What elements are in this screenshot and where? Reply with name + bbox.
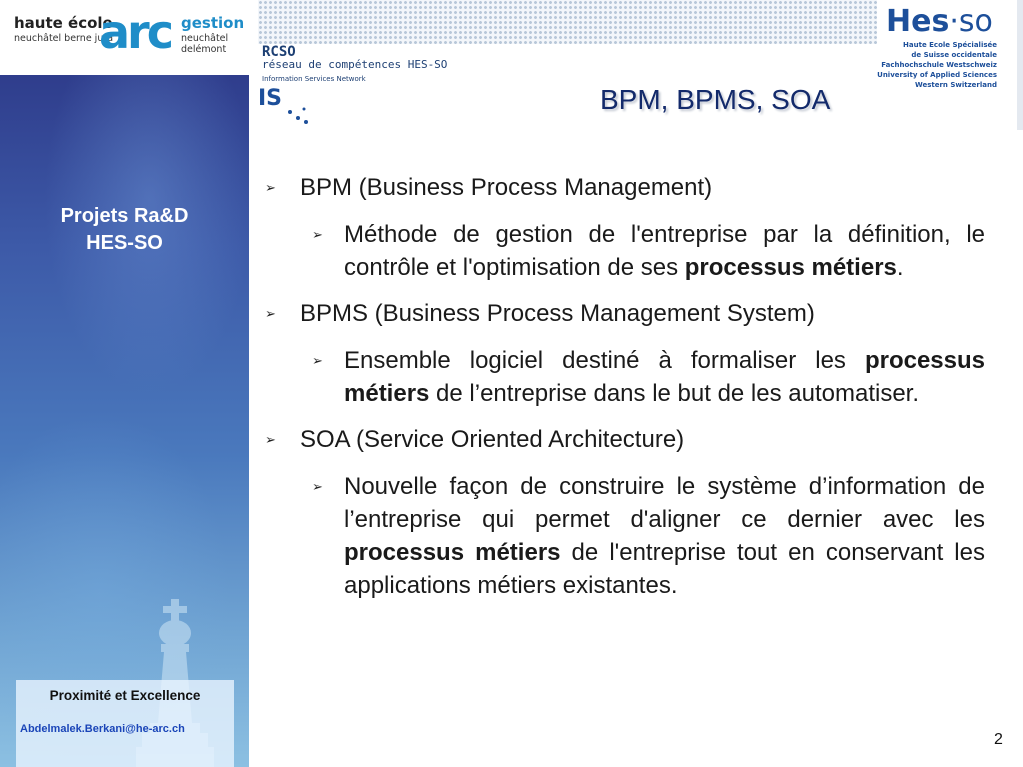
hes-logo-main: Hes xyxy=(886,4,950,39)
bullet-item-soa xyxy=(265,424,985,456)
detail-text: Ensemble logiciel destiné à formaliser les xyxy=(344,347,865,374)
hes-so-logo-lines xyxy=(877,40,997,90)
detail-bold-text: processus métiers xyxy=(684,254,897,281)
page-number: 2 xyxy=(994,731,1003,748)
hes-logo-line: University of Applied Sciences xyxy=(877,71,997,79)
sidebar-title xyxy=(0,203,249,257)
header-right-edge xyxy=(1017,0,1023,130)
bullet-arrow-icon: ➢ xyxy=(312,353,323,368)
sidebar-title-line1: Projets Ra&D xyxy=(60,205,189,227)
hes-logo-suffix: ·so xyxy=(949,4,993,39)
bullet-item-bpm xyxy=(265,172,985,204)
slogan: Proximité et Excellence xyxy=(49,688,201,703)
bullet-arrow-icon: ➢ xyxy=(265,180,276,195)
detail-text: de l’entreprise dans le but de les automatiser. xyxy=(429,380,920,407)
hes-logo-line: Haute Ecole Spécialisée xyxy=(903,41,997,49)
bullet-detail-bpm xyxy=(309,218,985,284)
detail-text: . xyxy=(896,254,904,281)
sidebar-footer xyxy=(16,680,234,767)
is-logo: IS xyxy=(258,86,283,111)
bullet-arrow-icon: ➢ xyxy=(312,479,323,494)
bullet-arrow-icon: ➢ xyxy=(312,227,323,242)
bullet-detail-bpms xyxy=(309,344,985,410)
arc-logo-line2: gestion xyxy=(181,14,245,32)
arc-logo-line2-sub: neuchâtel delémont xyxy=(181,33,229,55)
he-arc-logo xyxy=(0,0,258,75)
arc-logo-word: arc xyxy=(99,5,171,59)
slide-content xyxy=(265,172,985,616)
detail-text: de l'entreprise tout en conservant les applications métiers existantes. xyxy=(344,539,985,599)
is-logo-dots-icon xyxy=(286,104,310,126)
hes-so-logo-name xyxy=(886,4,993,39)
detail-bold-text: processus métiers xyxy=(344,347,985,407)
hes-logo-line: de Suisse occidentale xyxy=(911,51,997,59)
rcso-logo-subtitle: réseau de compétences HES-SO xyxy=(262,58,448,71)
detail-text: Nouvelle façon de construire le système d’information de l’entreprise qui permet d'aligner ce dernier avec les xyxy=(344,473,985,533)
arc-logo-line1-sub: neuchâtel berne jura xyxy=(14,33,114,44)
bullet-item-bpms xyxy=(265,298,985,330)
hes-logo-line: Fachhochschule Westschweiz xyxy=(881,61,997,69)
dotted-banner xyxy=(258,0,880,44)
bullet-detail-soa xyxy=(309,470,985,602)
bullet-heading: BPM (Business Process Management) xyxy=(300,174,713,201)
detail-bold-text: processus métiers xyxy=(344,539,561,566)
sidebar-title-line2: HES-SO xyxy=(86,232,163,254)
bullet-arrow-icon: ➢ xyxy=(265,306,276,321)
bullet-heading: BPMS (Business Process Management System) xyxy=(300,300,815,327)
arc-logo-line1: haute école xyxy=(14,14,113,32)
sidebar xyxy=(0,75,249,767)
slide-title: BPM, BPMS, SOA xyxy=(600,84,831,115)
rcso-logo-name: RCSO xyxy=(262,44,296,60)
information-services-network-label: Information Services Network xyxy=(262,75,366,83)
contact-email-link[interactable]: Abdelmalek.Berkani@he-arc.ch xyxy=(20,723,185,735)
detail-text: Méthode de gestion de l'entreprise par la définition, le contrôle et l'optimisation de ses xyxy=(344,221,985,281)
bullet-heading: SOA (Service Oriented Architecture) xyxy=(300,426,685,453)
hes-logo-line: Western Switzerland xyxy=(915,81,997,89)
bullet-arrow-icon: ➢ xyxy=(265,432,276,447)
